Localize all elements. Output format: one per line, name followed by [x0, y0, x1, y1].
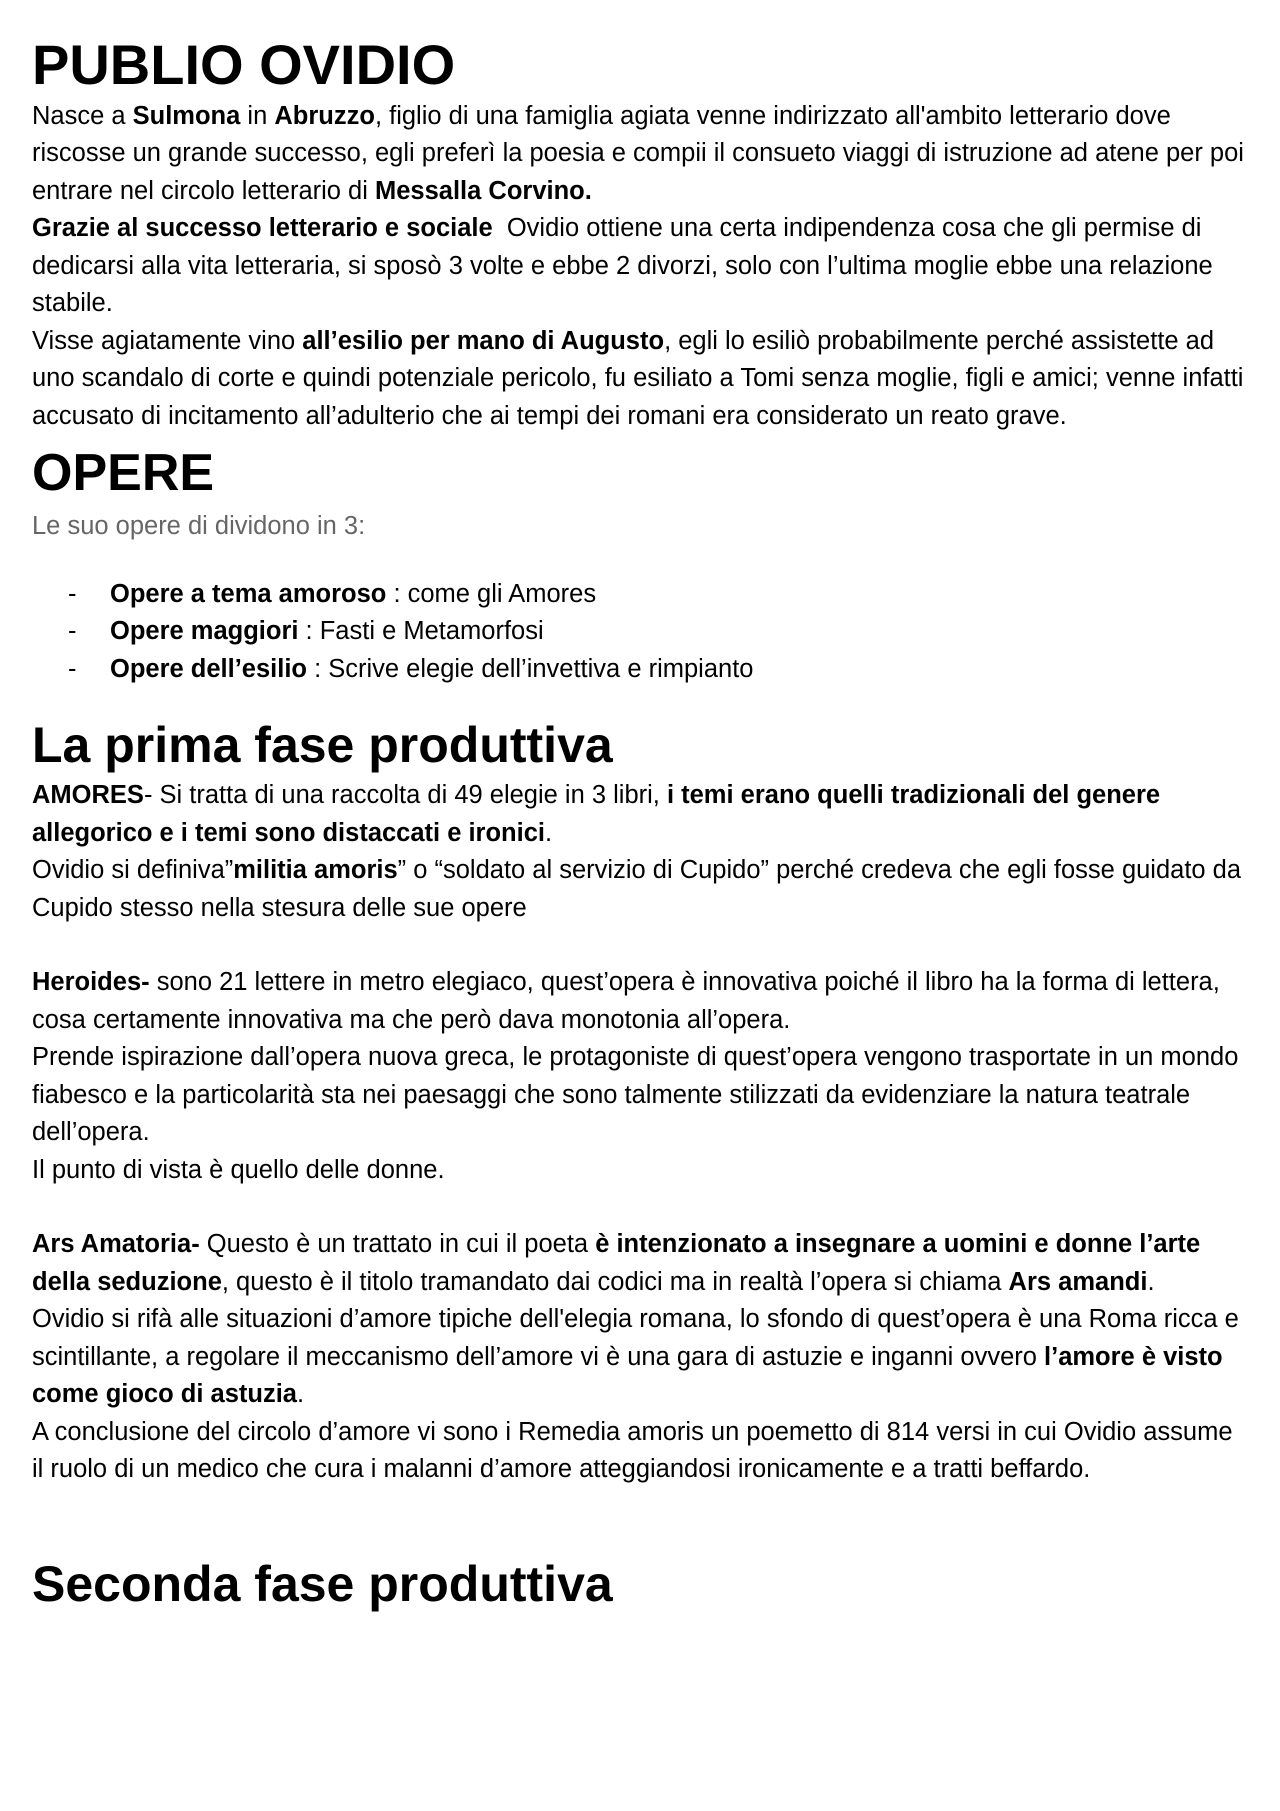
bold-run: Ars Amatoria- [32, 1230, 200, 1259]
section-heading-opere: OPERE [32, 444, 215, 503]
bold-run: militia amoris [233, 856, 398, 885]
section-heading-prima-fase: La prima fase produttiva [32, 717, 613, 774]
heroides-paragraph-3: Il punto di vista è quello delle donne. [32, 1155, 445, 1184]
opere-intro: Le suo opere di dividono in 3: [32, 512, 366, 541]
heroides-paragraph-2: Prende ispirazione dall’opera nuova greca, le protagoniste di quest’opera vengono trasportate in un mondo fiabesco e la particolarità sta nei paesaggi che sono talmente stilizzati da evidenziare la natura teatrale dell’opera. [32, 1043, 1239, 1147]
text-run: in [240, 101, 275, 130]
bold-run: Messalla Corvino. [375, 176, 592, 205]
text-run: ” o “soldato al servizio di Cupido” perché credeva che egli fosse guidato da Cupido stesso nella stesura delle sue opere [32, 856, 1242, 922]
text-run: , figlio di una famiglia agiata venne indirizzato all'ambito letterario dove riscosse un grande successo, egli preferì la poesia e compii il consueto viaggi di istruzione ad atene per poi entrare nel circolo letterario di [32, 101, 1244, 205]
bio-paragraph-2 [32, 210, 1248, 323]
bio-paragraph-1 [32, 98, 1248, 211]
bold-run: Sulmona [132, 101, 241, 130]
list-dash: - [68, 617, 77, 646]
page-title: PUBLIO OVIDIO [32, 33, 456, 96]
text-run: , questo è il titolo tramandato dai codici ma in realtà l’opera si chiama [221, 1267, 1009, 1296]
amores-paragraph-1 [32, 777, 1248, 852]
text-run: Visse agiatamente vino [32, 326, 303, 355]
text-run: , egli lo esiliò probabilmente perché assistette ad uno scandalo di corte e quindi potenziale pericolo, fu esiliato a Tomi senza moglie, figli e amici; venne infatti accusato di incitamento all’adulterio che ai tempi dei romani era considerato un reato grave. [32, 326, 1244, 430]
list-dash: - [68, 579, 77, 608]
paragraph-gap [32, 1189, 1248, 1226]
bold-run: i temi erano quelli tradizionali del genere allegorico e i temi sono distaccati e ironici [32, 781, 1161, 847]
list-item [68, 613, 1248, 651]
text-run: - Si tratta di una raccolta di 49 elegie in 3 libri, [143, 781, 667, 810]
text-run: . [1147, 1267, 1155, 1296]
text-run: Ovidio si rifà alle situazioni d’amore tipiche dell'elegia romana, lo sfondo di quest’opera è una Roma ricca e scintillante, a regolare il meccanismo dell’amore vi è una gara di astuzie e inganni ovvero [32, 1305, 1239, 1371]
bold-run: all’esilio per mano di Augusto [302, 326, 665, 355]
list-item [68, 651, 1248, 689]
heroides-paragraph-1 [32, 964, 1248, 1039]
list-dash: - [68, 654, 77, 683]
list-item [68, 576, 1248, 614]
text-run: Ovidio si definiva” [32, 856, 234, 885]
amores-paragraph-2 [32, 852, 1248, 927]
text-run: : Scrive elegie dell’invettiva e rimpianto [307, 654, 754, 683]
section-heading-seconda-fase: Seconda fase produttiva [32, 1555, 613, 1612]
paragraph-gap [32, 927, 1248, 964]
bold-run: Ars amandi [1008, 1267, 1148, 1296]
text-run: Questo è un trattato in cui il poeta [199, 1230, 596, 1259]
works-list [32, 576, 1248, 689]
bold-run: Abruzzo [274, 101, 375, 130]
text-run: : Fasti e Metamorfosi [298, 617, 544, 646]
bold-run: Opere a tema amoroso [110, 579, 387, 608]
bold-run: Heroides- [32, 968, 150, 997]
bold-run: AMORES [32, 781, 144, 810]
bold-run: Opere dell’esilio [110, 654, 307, 683]
text-run: Nasce a [32, 101, 133, 130]
ars-paragraph-1 [32, 1226, 1248, 1301]
text-run: sono 21 lettere in metro elegiaco, quest’opera è innovativa poiché il libro ha la forma di lettera, cosa certamente innovativa ma che però dava monotonia all’opera. [32, 968, 1220, 1034]
bold-run: Grazie al successo letterario e sociale [32, 214, 493, 243]
text-run: . [545, 818, 553, 847]
text-run: : come gli Amores [386, 579, 597, 608]
text-run: Ovidio ottiene una certa indipendenza cosa che gli permise di dedicarsi alla vita letteraria, si sposò 3 volte e ebbe 2 divorzi, solo con l’ultima moglie ebbe una relazione stabile. [32, 214, 1220, 318]
bold-run: l’amore è visto come gioco di astuzia [32, 1342, 1223, 1409]
ars-paragraph-3: A conclusione del circolo d’amore vi sono i Remedia amoris un poemetto di 814 versi in cui Ovidio assume il ruolo di un medico che cura i malanni d’amore atteggiandosi ironicamente e a tratti beffardo. [32, 1417, 1233, 1484]
ars-paragraph-2 [32, 1301, 1248, 1414]
bold-run: è intenzionato a insegnare a uomini e donne l’arte della seduzione [32, 1230, 1201, 1296]
text-run: . [296, 1380, 305, 1409]
bio-paragraph-3 [32, 323, 1248, 436]
bold-run: Opere maggiori [110, 617, 299, 646]
